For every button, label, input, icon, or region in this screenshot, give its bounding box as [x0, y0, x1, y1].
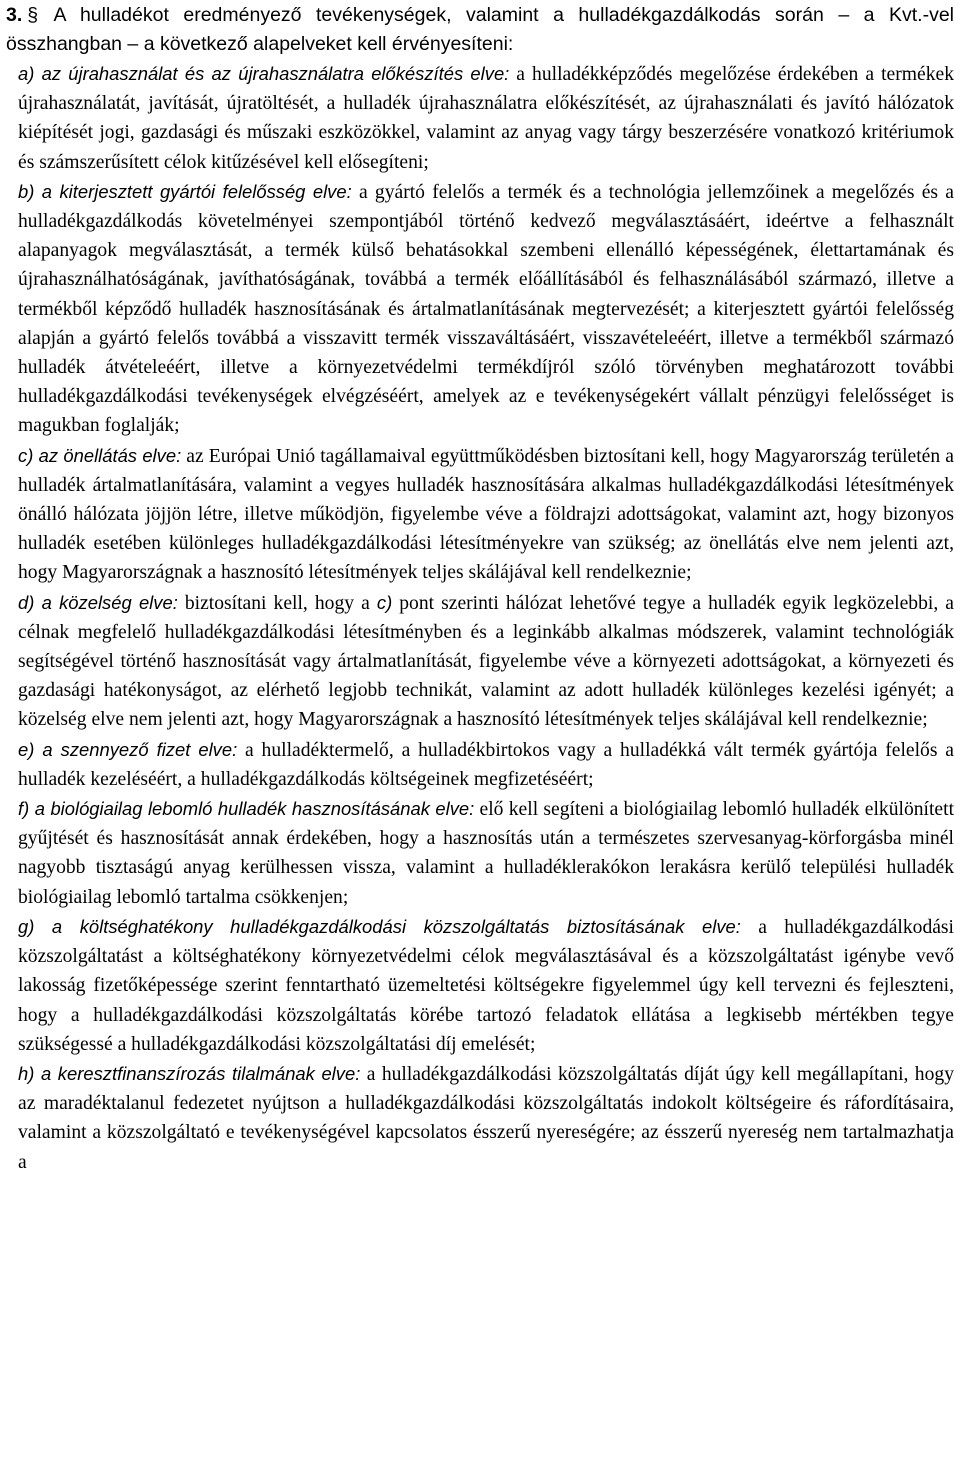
section-number: 3. — [6, 4, 23, 26]
principle-c-title: c) az önellátás elve: — [18, 444, 182, 466]
document-page — [6, 0, 954, 1177]
principle-d — [6, 588, 954, 735]
principle-h-title: h) a keresztfinanszírozás tilalmának elve: — [18, 1062, 361, 1084]
principle-e-text: a hulladéktermelő, a hulladékbirtokos vagy a hulladékká vált termék gyártója felelős a hulladék kezeléséért, a hulladékgazdálkodás költségeinek megfizetéséért; — [18, 739, 954, 790]
principle-b — [6, 177, 954, 441]
principle-f-text: elő kell segíteni a biológiailag lebomló hulladék elkülönített gyűjtését és hasznosítását annak érdekében, hogy a hasznosítás után a természetes szervesanyag-körforgásba minél nagyobb tisztaságú anyag kerülhessen vissza, valamint a hulladéklerakókon lerakásra kerülő települési hulladék biológiailag lebomló tartalma csökkenjen; — [18, 799, 955, 908]
principle-b-title: b) a kiterjesztett gyártói felelősség elve: — [18, 180, 352, 202]
principle-e — [6, 735, 954, 794]
principle-a-text: a hulladékképződés megelőzése érdekében a termékek újrahasználatát, javítását, újratöltését, a hulladék újrahasználatra előkészítését, az újrahasználati és javító hálózatok kiépítését jogi, gazdasági és műszaki eszközökkel, valamint az anyag vagy tárgy beszerzésére vonatkozó kritériumok és számszerűsített célok kitűzésével kell elősegíteni; — [18, 64, 954, 173]
section-heading — [6, 0, 954, 59]
section-intro-text: A hulladékot eredményező tevékenységek, valamint a hulladékgazdálkodás során – a Kvt.-vel összhangban – a következő alapelveket kell érvényesíteni: — [6, 4, 954, 55]
principle-d-text: pont szerinti hálózat lehetővé tegye a hulladék egyik legközelebbi, a célnak megfelelő hulladékgazdálkodási létesítményben és a leginkább alkalmas módszerek, valamint technológiák segítségével történő hasznosítását vagy ártalmatlanítását, figyelembe véve a környezeti adottságokat, a környezeti és gazdasági hatékonyságot, az elérhető legjobb technikát, valamint az adott hulladék különleges kezelési igényét; a közelség elve nem jelenti azt, hogy Magyarországnak a hasznosító létesítmények teljes skálájával kell rendelkeznie; — [18, 592, 954, 731]
principle-f — [6, 794, 954, 912]
principle-h-text: a hulladékgazdálkodási közszolgáltatás díját úgy kell megállapítani, hogy az maradéktalanul fedezetet nyújtson a hulladékgazdálkodási közszolgáltatás indokolt költségeire és ráfordításaira, valamint a közszolgáltató e tevékenységével kapcsolatos ésszerű nyereségére; az ésszerű nyereség nem tartalmazhatja a — [18, 1063, 954, 1173]
principle-g-text: a hulladékgazdálkodási közszolgáltatást a költséghatékony környezetvédelmi célok megválasztásával és a közszolgáltatást igénybe vevő lakosság fizetőképessége szerint fenntartható üzemeltetési költségekre figyelemmel úgy kell tervezni és fejleszteni, hogy a hulladékgazdálkodási közszolgáltatás körébe tartozó feladatok ellátása a legkisebb mértékben tegye szükségessé a hulladékgazdálkodási közszolgáltatási díj emelését; — [18, 916, 955, 1055]
principle-c-text: az Európai Unió tagállamaival együttműködésben biztosítani kell, hogy Magyarország területén a hulladék ártalmatlanítására, valamint a vegyes hulladék hasznosítására alkalmas hulladékgazdálkodási létesítmények önálló hálózata jöjjön létre, illetve működjön, figyelembe véve a földrajzi adottságokat, valamint azt, hogy bizonyos hulladék esetében különleges hulladékgazdálkodási létesítményekre van szükség; az önellátás elve nem jelenti azt, hogy Magyarországnak a hasznosító létesítmények teljes skálájával kell rendelkeznie; — [18, 445, 954, 584]
principle-e-title: e) a szennyező fizet elve: — [18, 738, 238, 760]
principle-c — [6, 441, 954, 588]
principle-a — [6, 59, 954, 177]
principle-d-reference: c) — [376, 591, 393, 613]
principles-list — [6, 59, 954, 1177]
principle-f-title: f) a biológiailag lebomló hulladék hasznosításának elve: — [18, 798, 475, 820]
principle-d-title: d) a közelség elve: — [18, 591, 178, 613]
principle-d-text-before: biztosítani kell, hogy a — [177, 592, 377, 614]
section-sign: § — [27, 4, 39, 26]
principle-h — [6, 1059, 954, 1177]
principle-a-title: a) az újrahasználat és az újrahasználatra előkészítés elve: — [18, 63, 510, 84]
principle-b-text: a gyártó felelős a termék és a technológia jellemzőinek a megelőzés és a hulladékgazdálkodás követelményei szempontjából történő kedvező megválasztásáért, ideértve a felhasznált alapanyagok megválasztását, a termék külső behatásokkal szembeni ellenálló képességének, élettartamának és újrahasználhatóságának, javíthatóságának, továbbá a termék előállításából és felhasználásából származó, illetve a termékből képződő hulladék hasznosításának és ártalmatlanításának megtervezését; a kiterjesztett gyártói felelősség alapján a gyártó felelős továbbá a visszavitt termék visszaváltásáért, visszavételeéért, illetve a termékből származó hulladék átvételeéért, illetve a környezetvédelmi termékdíjról szóló törvényben meghatározott további hulladékgazdálkodási tevékenységek elvégzéséért, amelyek az e tevékenységekért vállalt pénzügyi felelősséget is magukban foglalják; — [18, 181, 954, 437]
principle-g — [6, 912, 954, 1059]
principle-g-title: g) a költséghatékony hulladékgazdálkodási közszolgáltatás biztosításának elve: — [18, 915, 741, 937]
